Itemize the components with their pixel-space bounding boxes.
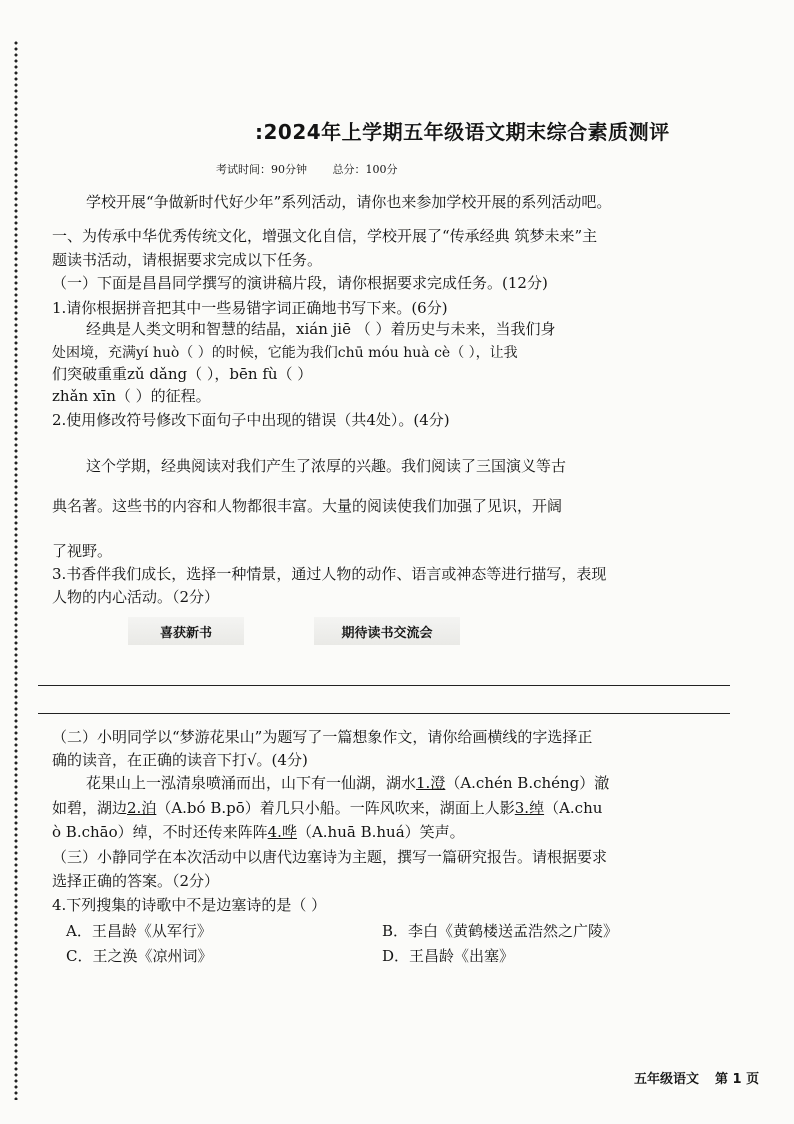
scene-box-1: 喜获新书 xyxy=(128,617,244,645)
q2-text-line: 典名著。这些书的内容和人物都很丰富。大量的阅读使我们加强了见识，开阔 xyxy=(52,497,563,515)
exam-meta xyxy=(216,161,420,177)
passage-text: （A.chén B.chéng）澈 xyxy=(445,774,610,792)
exam-time: 考试时间：90分钟 xyxy=(216,163,307,176)
question-4: 4.下列搜集的诗歌中不是边塞诗的是（ ） xyxy=(52,896,327,914)
question-2: 2.使用修改符号修改下面句子中出现的错误（共4处）。(4分) xyxy=(52,411,450,429)
option-b: B．李白《黄鹤楼送孟浩然之广陵》 xyxy=(382,922,619,940)
passage-text: （A.bó B.pō）着几只小船。一阵风吹来，湖面上人影 xyxy=(156,799,515,817)
section1-heading-line1: 一、为传承中华优秀传统文化，增强文化自信，学校开展了“传承经典 筑梦未来”主 xyxy=(52,227,598,245)
underlined-char: 1.澄 xyxy=(416,774,446,792)
q2-text-line: 了视野。 xyxy=(52,542,113,560)
q1-text-line: zhǎn xīn（ ）的征程。 xyxy=(52,387,211,405)
option-c: C．王之涣《凉州词》 xyxy=(66,947,213,965)
underlined-char: 3.绰 xyxy=(514,799,545,817)
passage-text: （A.huā B.huá）笑声。 xyxy=(296,823,465,841)
passage-line xyxy=(52,797,602,818)
total-score: 总分：100分 xyxy=(332,163,398,176)
question-3-line1: 3.书香伴我们成长，选择一种情景，通过人物的动作、语言或神态等进行描写，表现 xyxy=(52,565,607,583)
intro-text: 学校开展“争做新时代好少年”系列活动，请你也来参加学校开展的系列活动吧。 xyxy=(86,193,612,211)
passage-text: （A.chu xyxy=(544,799,603,817)
section2-heading-line2: 确的读音，在正确的读音下打√。(4分) xyxy=(52,751,308,769)
option-a: A．王昌龄《从军行》 xyxy=(66,922,212,940)
underlined-char: 2.泊 xyxy=(127,799,157,817)
passage-line xyxy=(52,821,465,842)
passage-text: 如碧，湖边 xyxy=(52,799,128,817)
q1-text-line: 处困境，充满yí huò（ ）的时候，它能为我们chū móu huà cè（ ），让我 xyxy=(52,345,518,361)
question-3-line2: 人物的内心活动。（2分） xyxy=(52,588,220,606)
part1-heading: （一）下面是昌昌同学撰写的演讲稿片段，请你根据要求完成任务。(12分) xyxy=(52,274,548,292)
answer-line xyxy=(38,713,730,714)
passage-text: 花果山上一泓清泉喷涌而出，山下有一仙湖，湖水 xyxy=(86,774,417,792)
page-footer xyxy=(634,1068,759,1087)
option-d: D．王昌龄《出塞》 xyxy=(382,947,515,965)
passage-line xyxy=(86,772,609,793)
section1-heading-line2: 题读书活动，请根据要求完成以下任务。 xyxy=(52,251,323,269)
underlined-char: 4.哗 xyxy=(267,823,297,841)
page-number: 第 1 页 xyxy=(715,1072,760,1087)
footer-subject: 五年级语文 xyxy=(634,1072,700,1087)
q1-text-line: 经典是人类文明和智慧的结晶，xián jiē （ ）着历史与未来，当我们身 xyxy=(86,320,556,338)
answer-line xyxy=(38,685,730,686)
question-1: 1.请你根据拼音把其中一些易错字词正确地书写下来。(6分) xyxy=(52,299,448,317)
binding-dotted-line xyxy=(14,40,18,1100)
section3-heading-line2: 选择正确的答案。（2分） xyxy=(52,872,220,890)
q1-text-line: 们突破重重zǔ dǎng（ ），bēn fù（ ） xyxy=(52,365,313,383)
passage-text: ò B.chāo）绰，不时还传来阵阵 xyxy=(52,823,268,841)
section2-heading-line1: （二）小明同学以“梦游花果山”为题写了一篇想象作文，请你给画横线的字选择正 xyxy=(52,728,593,746)
exam-title: :2024年上学期五年级语文期末综合素质测评 xyxy=(255,120,670,144)
section3-heading-line1: （三）小静同学在本次活动中以唐代边塞诗为主题，撰写一篇研究报告。请根据要求 xyxy=(52,848,608,866)
scene-box-2: 期待读书交流会 xyxy=(314,617,460,645)
q2-text-line: 这个学期，经典阅读对我们产生了浓厚的兴趣。我们阅读了三国演义等古 xyxy=(86,457,567,475)
